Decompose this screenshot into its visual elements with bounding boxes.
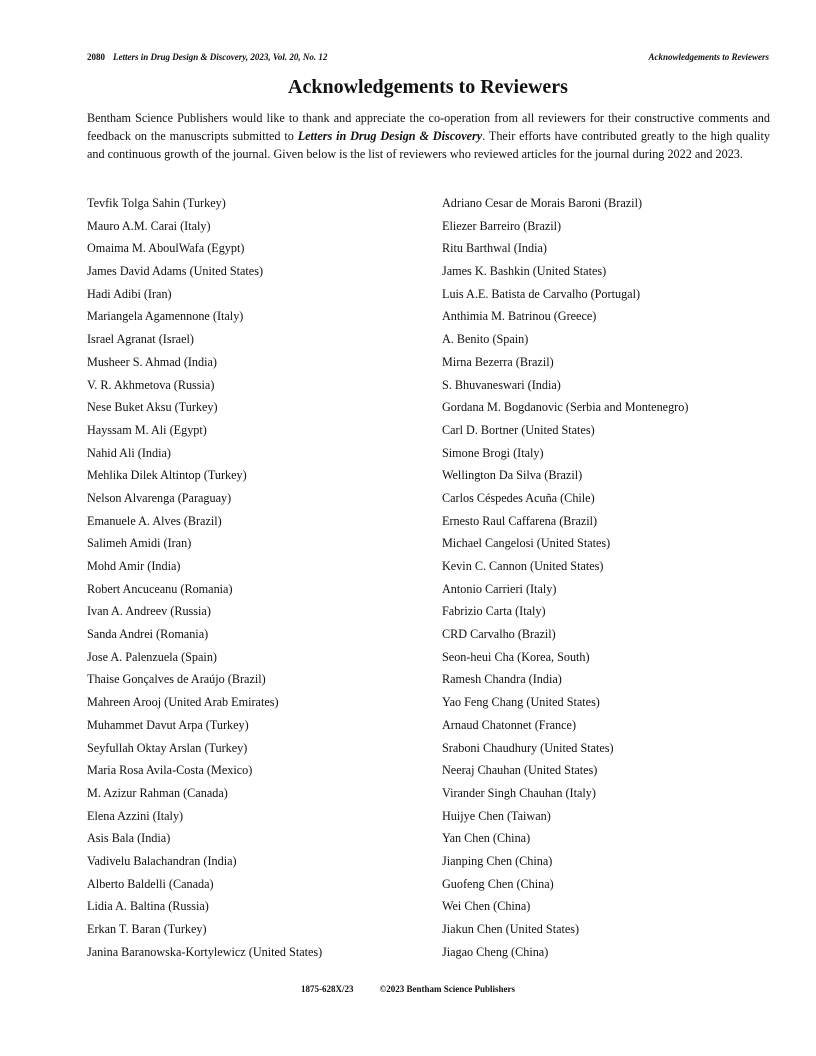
reviewer-list-right — [442, 194, 772, 965]
intro-text-start: Bentham Science Publishers would like to thank and appreciate the co-operation from all reviewers for their constructive comments and feedback on the manuscripts submitted to — [87, 111, 770, 143]
reviewer-entry: Sanda Andrei (Romania) — [87, 627, 209, 642]
reviewer-entry: Jiagao Cheng (China) — [442, 944, 549, 959]
reviewer-entry: Neeraj Chauhan (United States) — [442, 763, 598, 778]
reviewer-entry: Carl D. Bortner (United States) — [442, 422, 595, 437]
reviewer-entry: M. Azizur Rahman (Canada) — [87, 785, 228, 800]
reviewer-entry: Tevfik Tolga Sahin (Turkey) — [87, 196, 226, 210]
reviewer-entry: Mohd Amir (India) — [87, 559, 181, 573]
reviewer-entry: Kevin C. Cannon (United States) — [442, 559, 604, 573]
reviewer-entry: Jiakun Chen (United States) — [442, 922, 580, 936]
page-number: 2080 — [87, 52, 105, 62]
reviewer-entry: S. Bhuvaneswari (India) — [442, 377, 561, 392]
reviewer-entry: Lidia A. Baltina (Russia) — [87, 899, 209, 914]
reviewer-entry: Michael Cangelosi (United States) — [442, 536, 611, 551]
footer-issn: 1875-628X/23 — [301, 984, 354, 994]
reviewer-entry: Asis Bala (India) — [87, 831, 171, 846]
reviewer-entry: Musheer S. Ahmad (India) — [87, 354, 217, 369]
reviewer-entry: Adriano Cesar de Morais Baroni (Brazil) — [442, 196, 643, 210]
reviewer-entry: Nelson Alvarenga (Paraguay) — [87, 490, 232, 505]
header-volume-info: , 2023, Vol. 20, No. 12 — [245, 52, 328, 62]
intro-journal-name: Letters in Drug Design & Discovery — [297, 129, 483, 143]
reviewer-entry: Jianping Chen (China) — [442, 853, 553, 868]
reviewer-entry: Eliezer Barreiro (Brazil) — [442, 218, 562, 233]
reviewer-entry: Wei Chen (China) — [442, 899, 531, 914]
reviewer-entry: Israel Agranat (Israel) — [87, 332, 194, 347]
reviewer-entry: Fabrizio Carta (Italy) — [442, 604, 546, 619]
reviewer-entry: Mauro A.M. Carai (Italy) — [87, 218, 211, 233]
reviewer-entry: Simone Brogi (Italy) — [442, 445, 544, 460]
reviewer-entry: Hayssam M. Ali (Egypt) — [87, 422, 207, 437]
reviewer-entry: Wellington Da Silva (Brazil) — [442, 468, 583, 483]
intro-text-end: . Their efforts have contributed greatly to the high quality and continuous growth of the journal. Given below is the list of reviewers who reviewed articles for the journal during 2022 and 2023. — [87, 129, 770, 161]
reviewer-entry: Anthimia M. Batrinou (Greece) — [442, 309, 597, 324]
reviewer-entry: Alberto Baldelli (Canada) — [87, 876, 214, 891]
reviewer-entry: Salimeh Amidi (Iran) — [87, 536, 192, 551]
reviewer-entry: Nahid Ali (India) — [87, 445, 171, 460]
reviewer-entry: James K. Bashkin (United States) — [442, 264, 607, 279]
reviewer-list-left — [87, 194, 427, 965]
reviewer-entry: Seyfullah Oktay Arslan (Turkey) — [87, 740, 248, 755]
reviewer-entry: Erkan T. Baran (Turkey) — [87, 922, 207, 936]
reviewer-entry: Virander Singh Chauhan (Italy) — [442, 785, 596, 800]
reviewer-entry: Emanuele A. Alves (Brazil) — [87, 513, 222, 528]
page-title: Acknowledgements to Reviewers — [288, 76, 568, 98]
reviewer-entry: Gordana M. Bogdanovic (Serbia and Montenegro) — [442, 400, 689, 415]
reviewer-entry: A. Benito (Spain) — [442, 332, 529, 347]
reviewer-entry: Omaima M. AboulWafa (Egypt) — [87, 241, 245, 256]
reviewer-entry: Carlos Céspedes Acuña (Chile) — [442, 490, 595, 505]
reviewer-entry: Thaise Gonçalves de Araújo (Brazil) — [87, 672, 266, 687]
footer-copyright: ©2023 Bentham Science Publishers — [379, 984, 515, 994]
running-header — [87, 52, 769, 66]
reviewer-entry: Huijye Chen (Taiwan) — [442, 808, 551, 823]
reviewer-entry: Mirna Bezerra (Brazil) — [442, 354, 554, 369]
reviewer-entry: Yao Feng Chang (United States) — [442, 695, 600, 710]
reviewer-entry: Nese Buket Aksu (Turkey) — [87, 400, 218, 415]
header-section-name: Acknowledgements to Reviewers — [648, 52, 769, 62]
reviewer-entry: Yan Chen (China) — [442, 831, 531, 846]
reviewer-entry: V. R. Akhmetova (Russia) — [87, 377, 215, 392]
reviewer-entry: Ramesh Chandra (India) — [442, 672, 562, 687]
reviewer-entry: Vadivelu Balachandran (India) — [87, 853, 237, 868]
page-footer — [0, 984, 816, 994]
reviewer-entry: Mehlika Dilek Altintop (Turkey) — [87, 468, 247, 483]
reviewer-entry: Muhammet Davut Arpa (Turkey) — [87, 717, 249, 732]
header-journal-name: Letters in Drug Design & Discovery — [113, 52, 246, 62]
reviewer-entry: Ivan A. Andreev (Russia) — [87, 604, 211, 619]
reviewer-entry: Ritu Barthwal (India) — [442, 241, 547, 256]
reviewer-entry: Guofeng Chen (China) — [442, 876, 554, 891]
reviewer-entry: Maria Rosa Avila-Costa (Mexico) — [87, 763, 253, 778]
reviewer-entry: Seon-heui Cha (Korea, South) — [442, 649, 590, 664]
header-citation — [87, 52, 327, 62]
reviewer-entry: Robert Ancuceanu (Romania) — [87, 581, 233, 596]
reviewer-entry: Antonio Carrieri (Italy) — [442, 581, 557, 596]
reviewer-entry: Jose A. Palenzuela (Spain) — [87, 649, 217, 664]
intro-paragraph — [87, 109, 770, 163]
reviewer-entry: Janina Baranowska-Kortylewicz (United States) — [87, 944, 323, 959]
reviewer-entry: James David Adams (United States) — [87, 264, 264, 279]
reviewer-entry: Sraboni Chaudhury (United States) — [442, 740, 614, 755]
reviewer-entry: Luis A.E. Batista de Carvalho (Portugal) — [442, 286, 641, 301]
reviewer-entry: Mariangela Agamennone (Italy) — [87, 309, 244, 324]
reviewer-entry: Elena Azzini (Italy) — [87, 808, 184, 823]
reviewer-entry: Ernesto Raul Caffarena (Brazil) — [442, 513, 598, 528]
reviewer-entry: Arnaud Chatonnet (France) — [442, 717, 577, 732]
reviewer-entry: Mahreen Arooj (United Arab Emirates) — [87, 695, 279, 710]
reviewer-entry: CRD Carvalho (Brazil) — [442, 627, 556, 642]
reviewer-entry: Hadi Adibi (Iran) — [87, 286, 172, 301]
